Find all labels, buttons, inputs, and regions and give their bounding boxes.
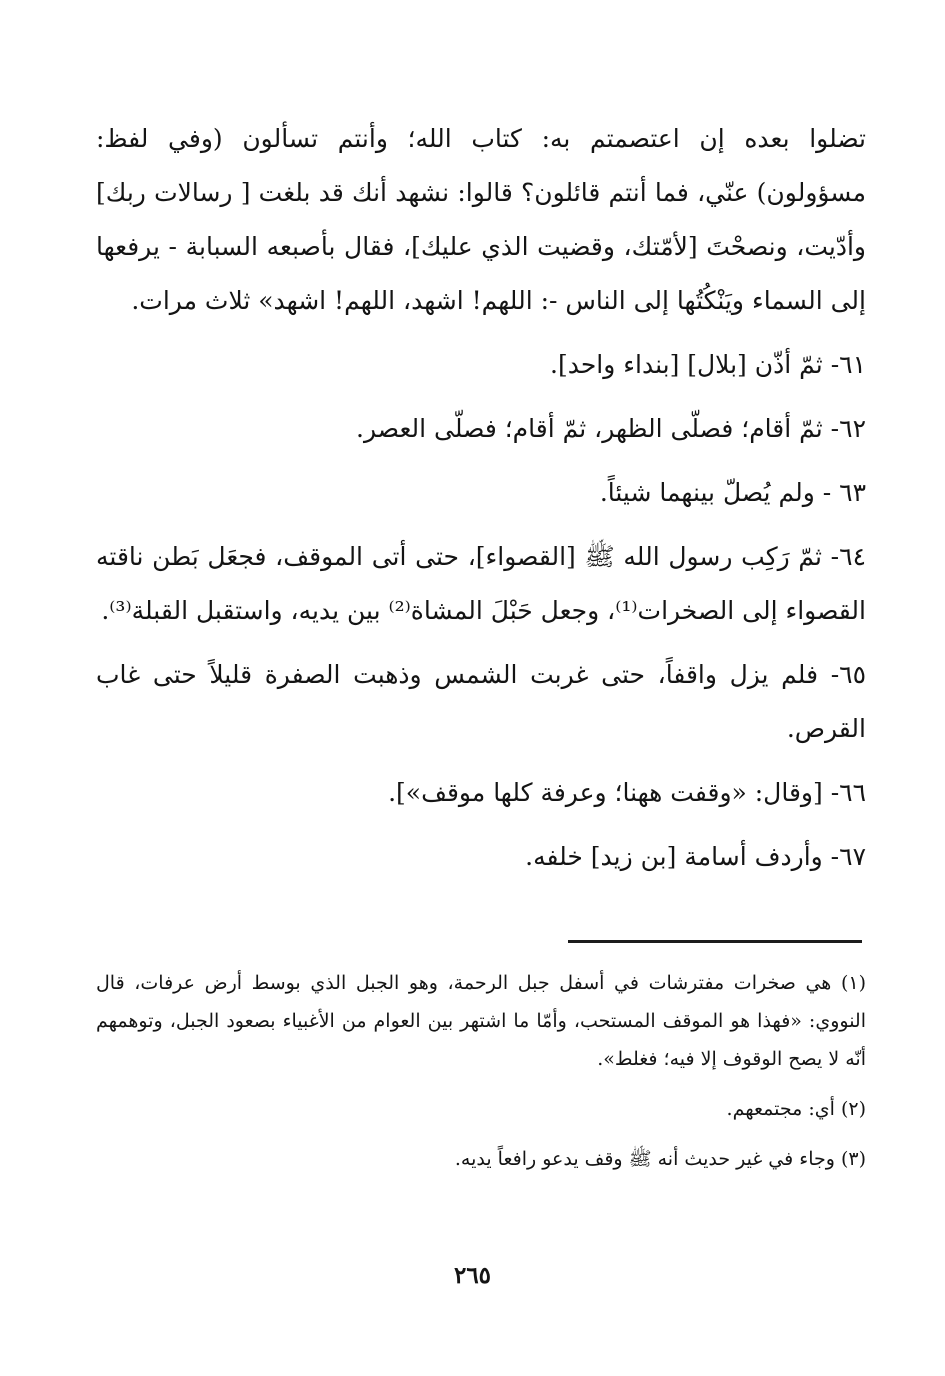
footnote-1: (١) هي صخرات مفترشات في أسفل جبل الرحمة، وهو الجبل الذي بوسط أرض عرفات، قال النووي: «فهذا هو الموقف المستحب، وأمّا ما اشتهر بين العوام من الأغبياء بصعود الجبل، وتوهمهم أنّه لا يصح الوقوف إلا فيه؛ فغلط». [96,972,866,1070]
paragraph-64: ٦٤- ثمّ رَكِب رسول الله ﷺ [القصواء]، حتى أتى الموقف، فجعَل بَطن ناقته القصواء إلى الصخرات⁽¹⁾، وجعل حَبْلَ المشاة⁽²⁾ بين يديه، واستقبل القبلة⁽³⁾. [96,542,866,625]
paragraph-67: ٦٧- وأردف أسامة [بن زيد] خلفه. [525,842,866,871]
page-number: ٢٦٥ [453,1262,492,1289]
paragraph-61: ٦١- ثمّ أذّن [بلال] [بنداء واحد]. [550,350,866,379]
footnote-2: (٢) أي: مجتمعهم. [726,1098,866,1120]
footnote-divider [568,940,862,943]
paragraph-63: ٦٣ - ولم يُصلّ بينهما شيئاً. [599,478,866,507]
paragraph-66: ٦٦- [وقال: «وقفت ههنا؛ وعرفة كلها موقف»]. [388,778,866,807]
footnote-3: (٣) وجاء في غير حديث أنه ﷺ وقف يدعو رافعاً يديه. [454,1148,866,1170]
paragraph-62: ٦٢- ثمّ أقام؛ فصلّى الظهر، ثمّ أقام؛ فصلّى العصر. [356,414,866,443]
footnotes [96,964,866,1178]
paragraph-65: ٦٥- فلم يزل واقفاً، حتى غربت الشمس وذهبت الصفرة قليلاً حتى غاب القرص. [96,660,866,743]
main-text [96,112,866,884]
paragraph-continuation: تضلوا بعده إن اعتصمتم به: كتاب الله؛ وأنتم تسألون (وفي لفظ: مسؤولون) عنّي، فما أنتم قائلون؟ قالوا: نشهد أنك قد بلغت [ رسالات ربك] وأدّيت، ونصحْتَ [لأمّتك، وقضيت الذي عليك]، فقال بأصبعه السبابة - يرفعها إلى السماء ويَنْكُتُها إلى الناس -: اللهم! اشهد، اللهم! اشهد» ثلاث مرات. [96,124,866,315]
